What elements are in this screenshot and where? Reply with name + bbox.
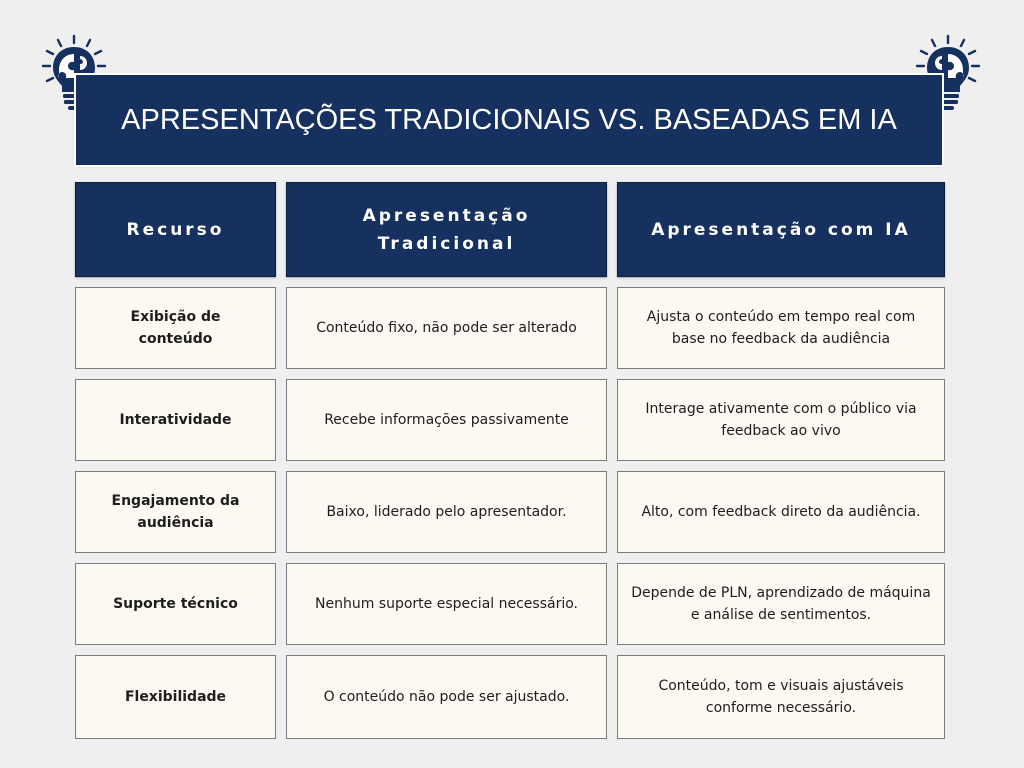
row-3-tradicional: Baixo, liderado pelo apresentador. — [286, 471, 607, 553]
row-1-ia: Ajusta o conteúdo em tempo real com base no feedback da audiência — [617, 287, 945, 369]
row-2-tradicional: Recebe informações passivamente — [286, 379, 607, 461]
row-2-recurso: Interatividade — [75, 379, 276, 461]
row-4-recurso: Suporte técnico — [75, 563, 276, 645]
row-5-ia: Conteúdo, tom e visuais ajustáveis conforme necessário. — [617, 655, 945, 739]
row-4-tradicional: Nenhum suporte especial necessário. — [286, 563, 607, 645]
row-3-recurso: Engajamento da audiência — [75, 471, 276, 553]
title-banner — [76, 75, 942, 165]
header-ia: Apresentação com IA — [617, 182, 945, 277]
header-recurso: Recurso — [75, 182, 276, 277]
row-5-tradicional: O conteúdo não pode ser ajustado. — [286, 655, 607, 739]
row-4-ia: Depende de PLN, aprendizado de máquina e análise de sentimentos. — [617, 563, 945, 645]
row-3-ia: Alto, com feedback direto da audiência. — [617, 471, 945, 553]
page-title: APRESENTAÇÕES TRADICIONAIS VS. BASEADAS EM IA — [121, 103, 897, 136]
header-tradicional: Apresentação Tradicional — [286, 182, 607, 277]
row-5-recurso: Flexibilidade — [75, 655, 276, 739]
row-1-recurso: Exibição de conteúdo — [75, 287, 276, 369]
row-1-tradicional: Conteúdo fixo, não pode ser alterado — [286, 287, 607, 369]
row-2-ia: Interage ativamente com o público via feedback ao vivo — [617, 379, 945, 461]
